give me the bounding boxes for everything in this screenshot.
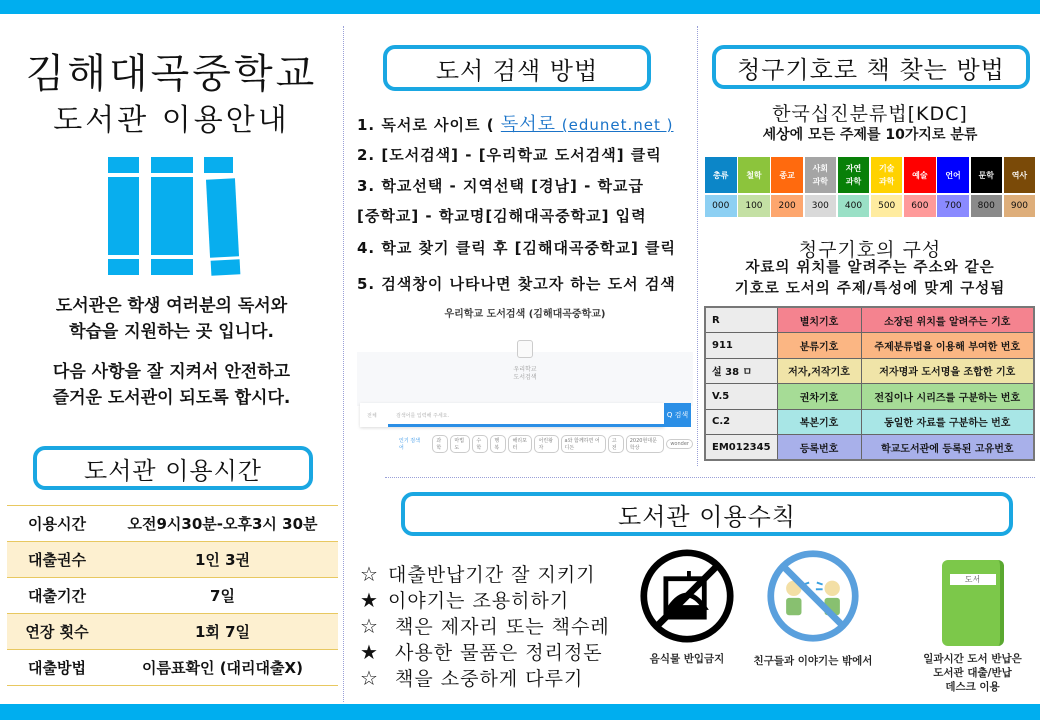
structure-example: R [705, 307, 777, 333]
no-food-icon [639, 548, 735, 644]
kdc-code: 000 [705, 195, 737, 217]
books-icon [100, 155, 245, 275]
structure-desc: 주제분류법을 이용해 부여한 번호 [861, 333, 1034, 359]
rule-item [360, 588, 610, 614]
kdc-code: 400 [838, 195, 870, 217]
kdc-category: 총류 [705, 157, 737, 193]
structure-name: 분류기호 [777, 333, 861, 359]
row-label: 대출권수 [28, 551, 86, 569]
row-value: 7일 [210, 587, 235, 605]
intro-line: 다음 사항을 잘 지켜서 안전하고 [52, 362, 291, 382]
dokseoro-link[interactable] [501, 116, 674, 134]
kdc-subtitle: 세상에 모든 주제를 10가지로 분류 [762, 127, 978, 143]
search-screenshot [357, 300, 693, 460]
step-2: 2. [도서검색] - [우리학교 도서검색] 클릭 [357, 146, 662, 164]
kdc-grid [705, 157, 1035, 217]
kdc-code: 100 [738, 195, 770, 217]
logo-caption-line: 도서검색 [513, 374, 537, 381]
icon-caption [910, 652, 1035, 694]
callnumber-structure-table [704, 306, 1035, 461]
kdc-code: 600 [904, 195, 936, 217]
kdc-category: 철학 [738, 157, 770, 193]
kdc-title: 한국십진분류법[KDC] [772, 103, 968, 125]
popular-chip[interactable]: 행복 [490, 435, 506, 453]
table-row [705, 307, 1034, 333]
kdc-category: 언어 [937, 157, 969, 193]
star-outline-icon: ☆ [360, 562, 379, 586]
top-accent-bar [0, 0, 1040, 14]
kdc-code: 500 [871, 195, 903, 217]
no-food-card [632, 548, 742, 666]
structure-example: 911 [705, 333, 777, 359]
search-page-title: 우리학교 도서검색 (김해대곡중학교) [444, 309, 606, 320]
structure-name: 등록번호 [777, 435, 861, 461]
rule-item [360, 562, 610, 588]
column-divider-right [697, 26, 698, 466]
caption-line: 데스크 이용 [945, 681, 1000, 693]
page-subtitle: 도서관 이용안내 [53, 103, 290, 138]
structure-example: C.2 [705, 409, 777, 435]
callnumber-heading: 청구기호로 책 찾는 방법 [712, 45, 1030, 89]
table-row [7, 650, 338, 686]
rule-text: 책을 소중하게 다루기 [388, 668, 584, 690]
kdc-category: 자연 과학 [838, 157, 870, 193]
kdc-code: 300 [805, 195, 837, 217]
step-1 [357, 110, 674, 136]
rule-item [360, 640, 610, 666]
structure-example: V.5 [705, 384, 777, 410]
popular-terms [399, 435, 693, 453]
popular-chip[interactable]: a와 함께하면 어디든 [561, 435, 606, 453]
icon-caption: 친구들과 이야기는 밖에서 [753, 655, 873, 667]
table-row [7, 614, 338, 650]
star-outline-icon: ☆ [360, 614, 379, 638]
rule-item [360, 614, 610, 640]
intro-line: 즐거운 도서관이 되도록 합시다. [52, 388, 291, 408]
row-label: 대출방법 [28, 659, 86, 677]
table-row [705, 409, 1034, 435]
caption-line: 일과시간 도서 반납은 [923, 653, 1022, 665]
section-divider-horizontal [385, 477, 1035, 478]
structure-example: 설 38 ㅁ [705, 358, 777, 384]
no-talking-card [752, 548, 874, 668]
search-heading: 도서 검색 방법 [383, 45, 651, 91]
intro-paragraph-1 [0, 293, 343, 345]
rules-heading: 도서관 이용수칙 [401, 492, 1013, 536]
no-talking-icon [765, 548, 861, 644]
table-row [7, 542, 338, 578]
logo-caption-line: 우리학교 [513, 366, 537, 373]
rule-text: 대출반납기간 잘 지키기 [388, 564, 596, 586]
kdc-category: 사회 과학 [805, 157, 837, 193]
scope-select[interactable]: 전체 [367, 413, 377, 419]
row-label: 이용시간 [28, 515, 86, 533]
column-divider-left [343, 26, 344, 702]
intro-line: 도서관은 학생 여러분의 독서와 [55, 296, 288, 316]
structure-subtitle [700, 258, 1040, 300]
search-button[interactable]: Q 검색 [664, 403, 691, 427]
icon-caption: 음식물 반입금지 [649, 653, 725, 665]
star-filled-icon: ★ [360, 640, 379, 664]
star-outline-icon: ☆ [360, 666, 379, 690]
row-value: 이름표확인 (대리대출X) [142, 659, 303, 677]
popular-chip[interactable]: 수학 [472, 435, 488, 453]
star-filled-icon: ★ [360, 588, 379, 612]
kdc-category: 종교 [771, 157, 803, 193]
structure-desc: 저자명과 도서명을 조합한 기호 [861, 358, 1034, 384]
kdc-code: 900 [1004, 195, 1036, 217]
structure-name: 별치기호 [777, 307, 861, 333]
kdc-category: 역사 [1004, 157, 1036, 193]
rule-text: 이야기는 조용히하기 [388, 590, 570, 612]
row-value: 1인 3권 [194, 551, 251, 569]
kdc-code: 800 [971, 195, 1003, 217]
hours-table [7, 505, 338, 686]
intro-line: 학습을 지원하는 곳 입니다. [69, 322, 274, 342]
structure-subtitle-line: 기호로 도서의 주제/특성에 맞게 구성됨 [734, 281, 1006, 297]
step-4: 4. 학교 찾기 클릭 후 [김해대곡중학교] 클릭 [357, 239, 677, 257]
popular-label: 인기 검색어 [399, 438, 420, 451]
structure-title: 청구기호의 구성 [798, 239, 942, 261]
structure-subtitle-line: 자료의 위치를 알려주는 주소와 같은 [745, 260, 995, 276]
popular-chip[interactable]: 과학 [432, 435, 448, 453]
caption-line: 도서관 대출/반납 [933, 667, 1012, 679]
popular-chip[interactable]: 해리포터 [508, 435, 532, 453]
school-title: 김해대곡중학교 [25, 51, 318, 97]
intro-paragraph-2 [0, 359, 343, 411]
bottom-accent-bar [0, 704, 1040, 720]
structure-name: 권차기호 [777, 384, 861, 410]
row-label: 연장 횟수 [25, 623, 89, 641]
structure-example: EM012345 [705, 435, 777, 461]
search-input[interactable] [360, 403, 664, 427]
rules-list [360, 562, 610, 692]
rule-text: 책은 제자리 또는 책수레 [388, 616, 610, 638]
kdc-code: 200 [771, 195, 803, 217]
logo-caption [357, 366, 693, 382]
popular-chip[interactable]: 마법도 [450, 435, 470, 453]
row-value: 오전9시30분-오후3시 30분 [127, 515, 318, 533]
step-3: 3. 학교선택 - 지역선택 [경남] - 학교급 [357, 177, 645, 195]
overdue-book-icon [942, 560, 1004, 646]
popular-chip[interactable]: 고전 [608, 435, 624, 453]
structure-name: 저자,저작기호 [777, 358, 861, 384]
kdc-category: 기술 과학 [871, 157, 903, 193]
popular-chip[interactable]: wonder [666, 439, 693, 449]
popular-chip[interactable]: 2020현대문학상 [626, 435, 665, 453]
link-domain[interactable]: (edunet.net ) [556, 116, 674, 134]
table-row [705, 358, 1034, 384]
hours-heading: 도서관 이용시간 [33, 446, 313, 490]
row-value: 1회 7일 [194, 623, 251, 641]
structure-desc: 학교도서관에 등록된 고유번호 [861, 435, 1034, 461]
kdc-category: 문학 [971, 157, 1003, 193]
table-row [705, 333, 1034, 359]
structure-name: 복본기호 [777, 409, 861, 435]
kdc-code: 700 [937, 195, 969, 217]
popular-chip[interactable]: 어린왕자 [534, 435, 558, 453]
table-row [7, 578, 338, 614]
input-underline [388, 424, 664, 427]
table-row [705, 384, 1034, 410]
kdc-category: 예술 [904, 157, 936, 193]
step-3-cont: [중학교] - 학교명[김해대곡중학교] 입력 [357, 207, 647, 225]
link-text[interactable]: 독서로 [500, 114, 557, 135]
structure-desc: 동일한 자료를 구분하는 번호 [861, 409, 1034, 435]
rule-text: 사용한 물품은 정리정돈 [388, 642, 603, 664]
search-placeholder: 검색어를 입력해 주세요. [396, 413, 450, 419]
table-row [7, 506, 338, 542]
step-text: 1. 독서로 사이트 ( [357, 116, 495, 134]
structure-desc: 소장된 위치를 알려주는 기호 [861, 307, 1034, 333]
table-row [705, 435, 1034, 461]
book-label: 도서 [950, 574, 996, 585]
step-5: 5. 검색창이 나타나면 찾고자 하는 도서 검색 [357, 275, 676, 293]
school-building-icon [517, 340, 533, 358]
return-desk-card [910, 560, 1035, 694]
structure-desc: 전집이나 시리즈를 구분하는 번호 [861, 384, 1034, 410]
rule-item [360, 666, 610, 692]
row-label: 대출기간 [28, 587, 86, 605]
